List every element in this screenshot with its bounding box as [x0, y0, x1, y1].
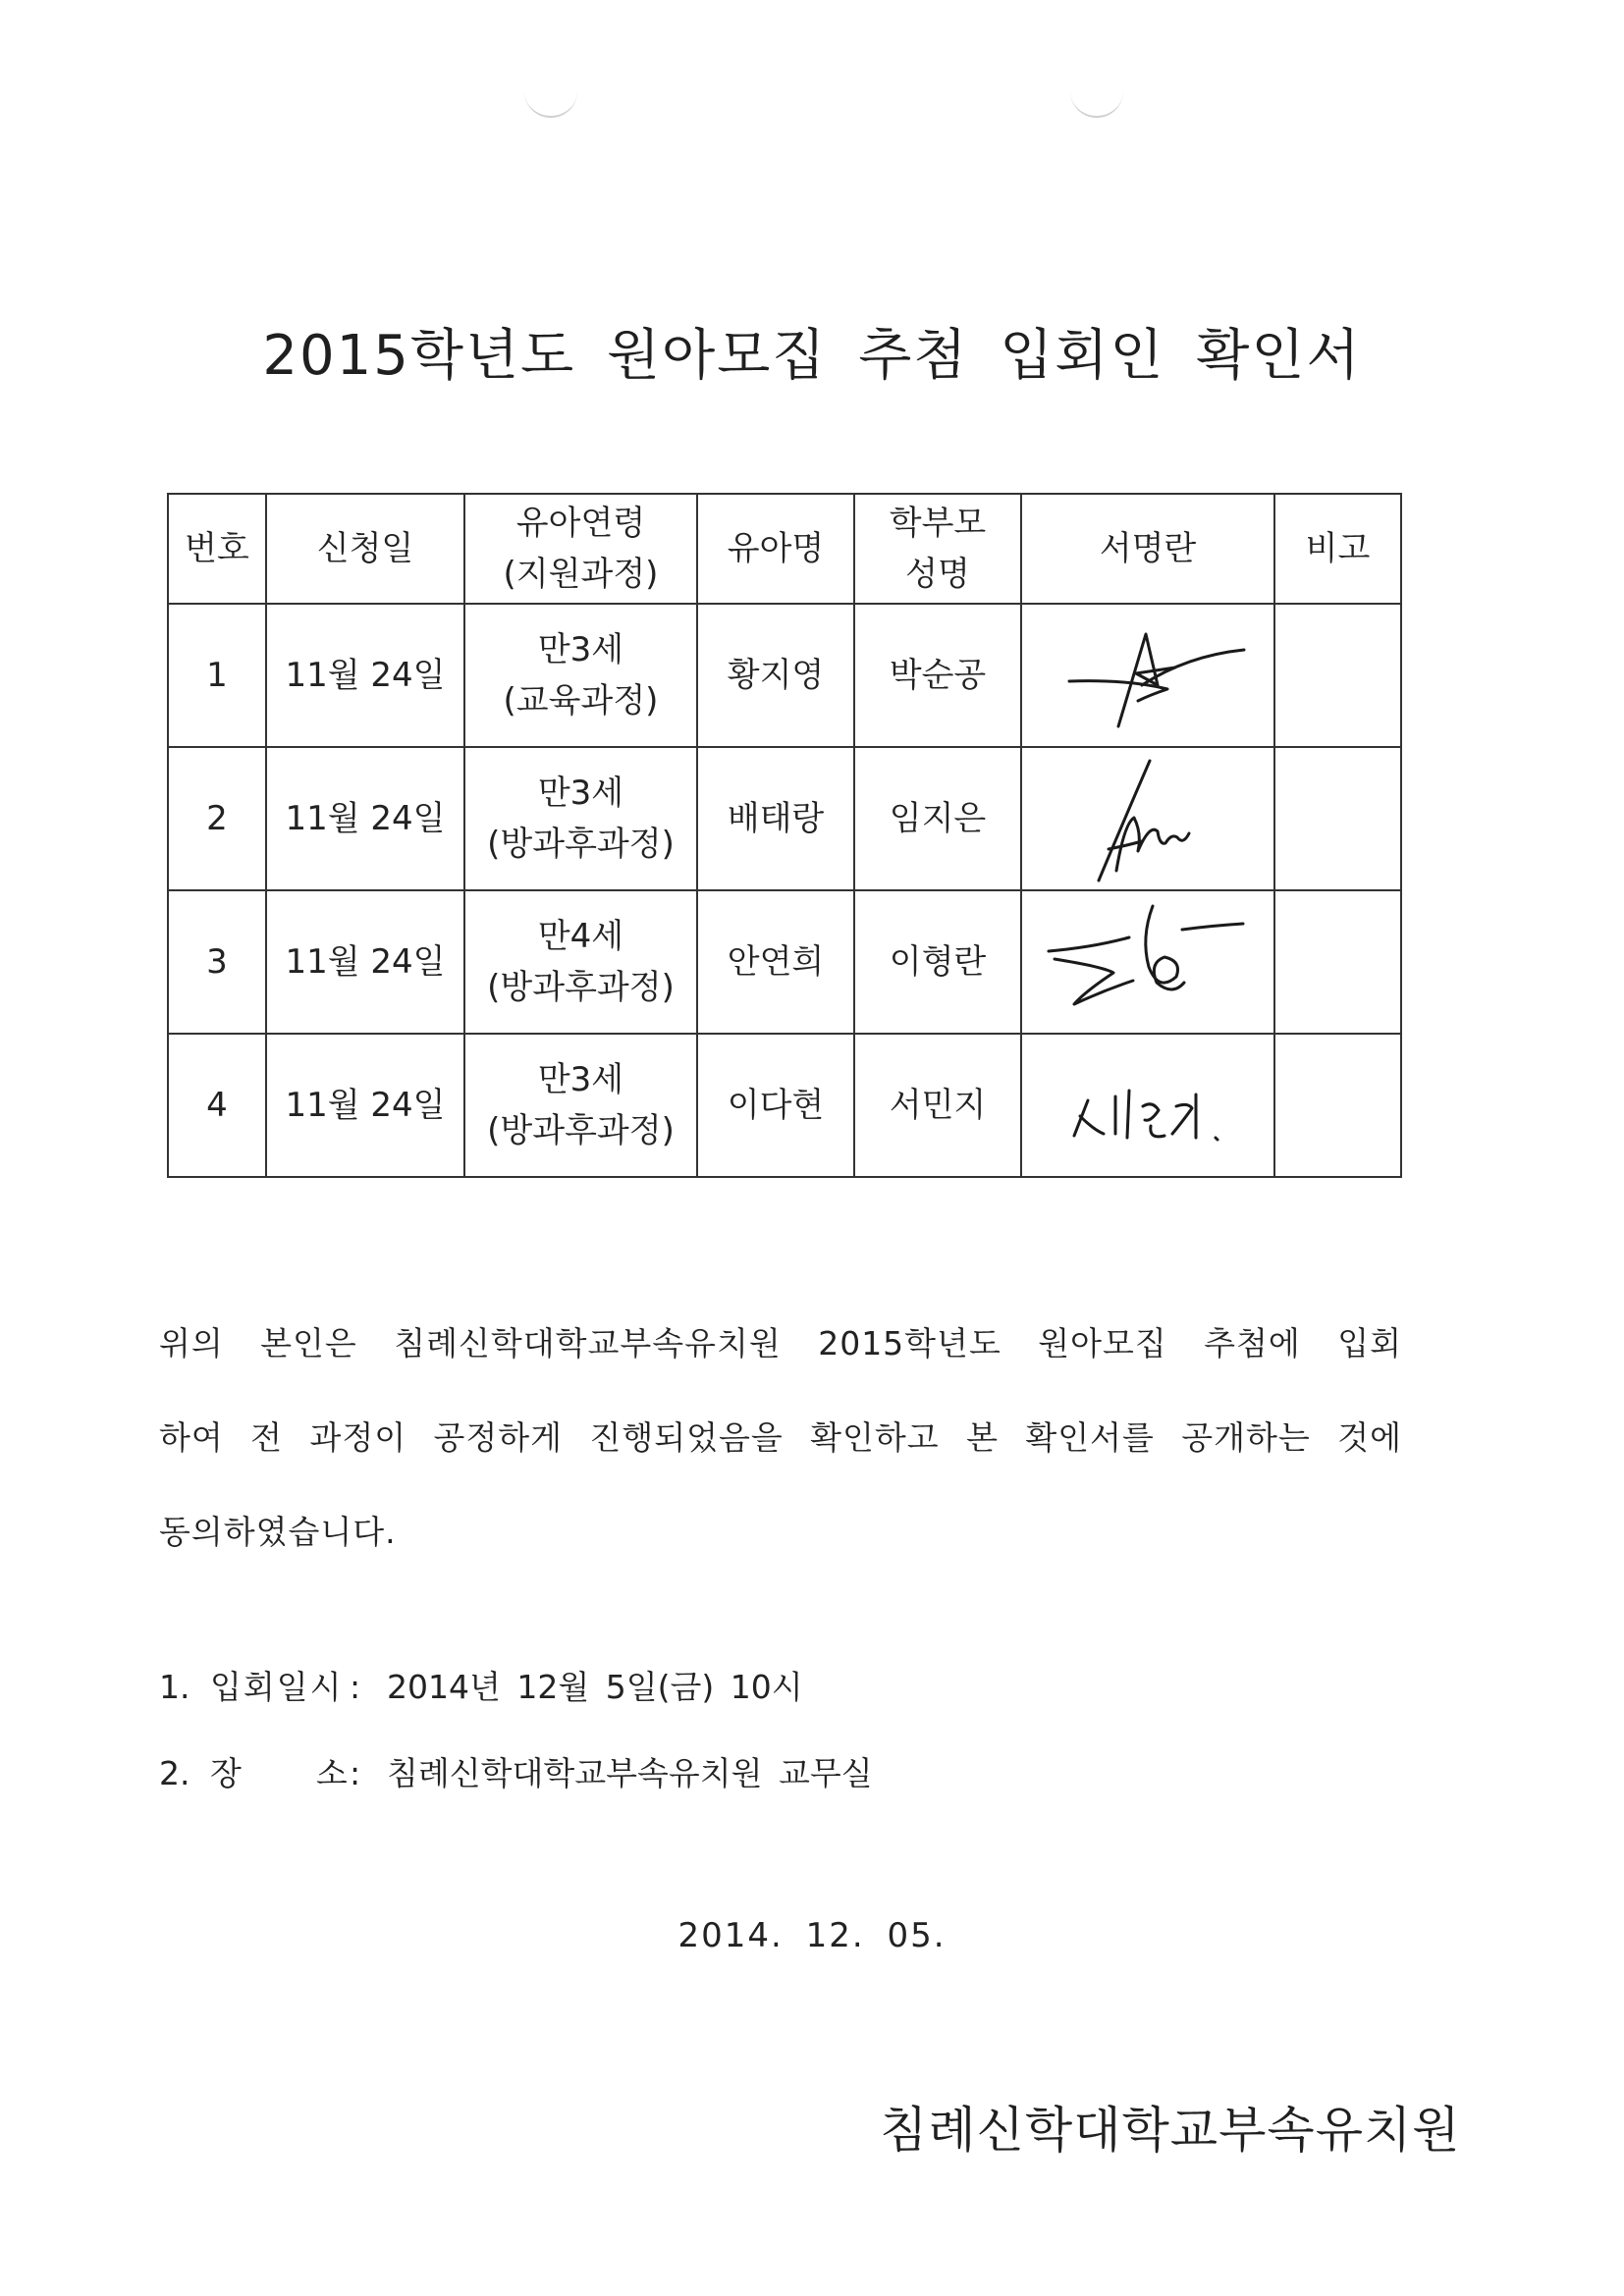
- detail-label: 장 소: [210, 1754, 350, 1792]
- row-course: (교육과정): [503, 681, 659, 721]
- detail-value: 2014년 12월 5일(금) 10시: [387, 1668, 803, 1706]
- row-parent-name: 서민지: [854, 1034, 1021, 1177]
- document-title: 2015학년도 원아모집 추첨 입회인 확인서: [262, 324, 1362, 388]
- detail-number: 1.: [159, 1668, 190, 1706]
- row-age-course: [464, 890, 697, 1034]
- statement-line-3: 동의하였습니다.: [159, 1513, 397, 1551]
- punch-hole-mark-left: [524, 86, 577, 118]
- detail-separator: :: [350, 1754, 361, 1792]
- row-course: (방과후과정): [487, 968, 675, 1007]
- row-date: 11월 24일: [266, 604, 464, 747]
- header-parent-name-line1: 학부모: [889, 504, 987, 543]
- row-signature: [1021, 890, 1274, 1034]
- row-number: 3: [168, 890, 266, 1034]
- statement-line-1: 위의 본인은 침례신학대학교부속유치원 2015학년도 원아모집 추첨에 입회: [159, 1324, 1402, 1362]
- detail-attendance-datetime: [159, 1663, 803, 1712]
- punch-hole-mark-right: [1070, 86, 1123, 118]
- header-child-age: [464, 494, 697, 604]
- detail-value: 침례신학대학교부속유치원 교무실: [387, 1754, 873, 1792]
- row-age-course: [464, 747, 697, 890]
- header-child-age-line2: (지원과정): [503, 555, 659, 594]
- document-date: 2014. 12. 05.: [677, 1916, 947, 1955]
- row-child-name: 안연희: [697, 890, 854, 1034]
- row-date: 11월 24일: [266, 890, 464, 1034]
- row-signature: [1021, 747, 1274, 890]
- handwritten-signature-1: [1040, 616, 1256, 734]
- row-course: (방과후과정): [487, 1111, 675, 1150]
- row-age: 만3세: [537, 1060, 624, 1099]
- row-age: 만4세: [537, 917, 624, 956]
- row-date: 11월 24일: [266, 747, 464, 890]
- row-child-name: 이다현: [697, 1034, 854, 1177]
- header-parent-name: [854, 494, 1021, 604]
- row-age-course: [464, 604, 697, 747]
- row-child-name: 배태랑: [697, 747, 854, 890]
- handwritten-signature-3: [1035, 898, 1261, 1026]
- row-number: 1: [168, 604, 266, 747]
- header-number: 번호: [168, 494, 266, 604]
- row-number: 4: [168, 1034, 266, 1177]
- table-row: [168, 604, 1401, 747]
- header-child-age-line1: 유아연령: [515, 504, 646, 543]
- row-parent-name: 박순공: [854, 604, 1021, 747]
- row-age-course: [464, 1034, 697, 1177]
- row-remarks: [1274, 604, 1401, 747]
- header-remarks: 비고: [1274, 494, 1401, 604]
- table-row: [168, 1034, 1401, 1177]
- row-parent-name: 임지은: [854, 747, 1021, 890]
- header-parent-name-line2: 성명: [905, 555, 970, 594]
- row-signature: [1021, 1034, 1274, 1177]
- table-row: [168, 890, 1401, 1034]
- attendee-table: [167, 493, 1402, 1178]
- header-signature: 서명란: [1021, 494, 1274, 604]
- detail-location: [159, 1749, 873, 1798]
- row-age: 만3세: [537, 774, 624, 813]
- row-remarks: [1274, 747, 1401, 890]
- detail-number: 2.: [159, 1754, 190, 1792]
- row-remarks: [1274, 1034, 1401, 1177]
- row-date: 11월 24일: [266, 1034, 464, 1177]
- handwritten-signature-4: [1035, 1051, 1261, 1159]
- table-header-row: [168, 494, 1401, 604]
- row-number: 2: [168, 747, 266, 890]
- detail-separator: :: [350, 1668, 361, 1706]
- header-application-date: 신청일: [266, 494, 464, 604]
- row-parent-name: 이형란: [854, 890, 1021, 1034]
- issuer-name: 침례신학대학교부속유치원: [880, 2102, 1461, 2159]
- row-child-name: 황지영: [697, 604, 854, 747]
- header-child-name: 유아명: [697, 494, 854, 604]
- table-row: [168, 747, 1401, 890]
- row-signature: [1021, 604, 1274, 747]
- handwritten-signature-2: [1040, 755, 1256, 882]
- row-age: 만3세: [537, 630, 624, 669]
- statement-line-2: 하여 전 과정이 공정하게 진행되었음을 확인하고 본 확인서를 공개하는 것에: [159, 1418, 1402, 1457]
- row-remarks: [1274, 890, 1401, 1034]
- row-course: (방과후과정): [487, 825, 675, 864]
- detail-label: 입회일시: [210, 1668, 344, 1706]
